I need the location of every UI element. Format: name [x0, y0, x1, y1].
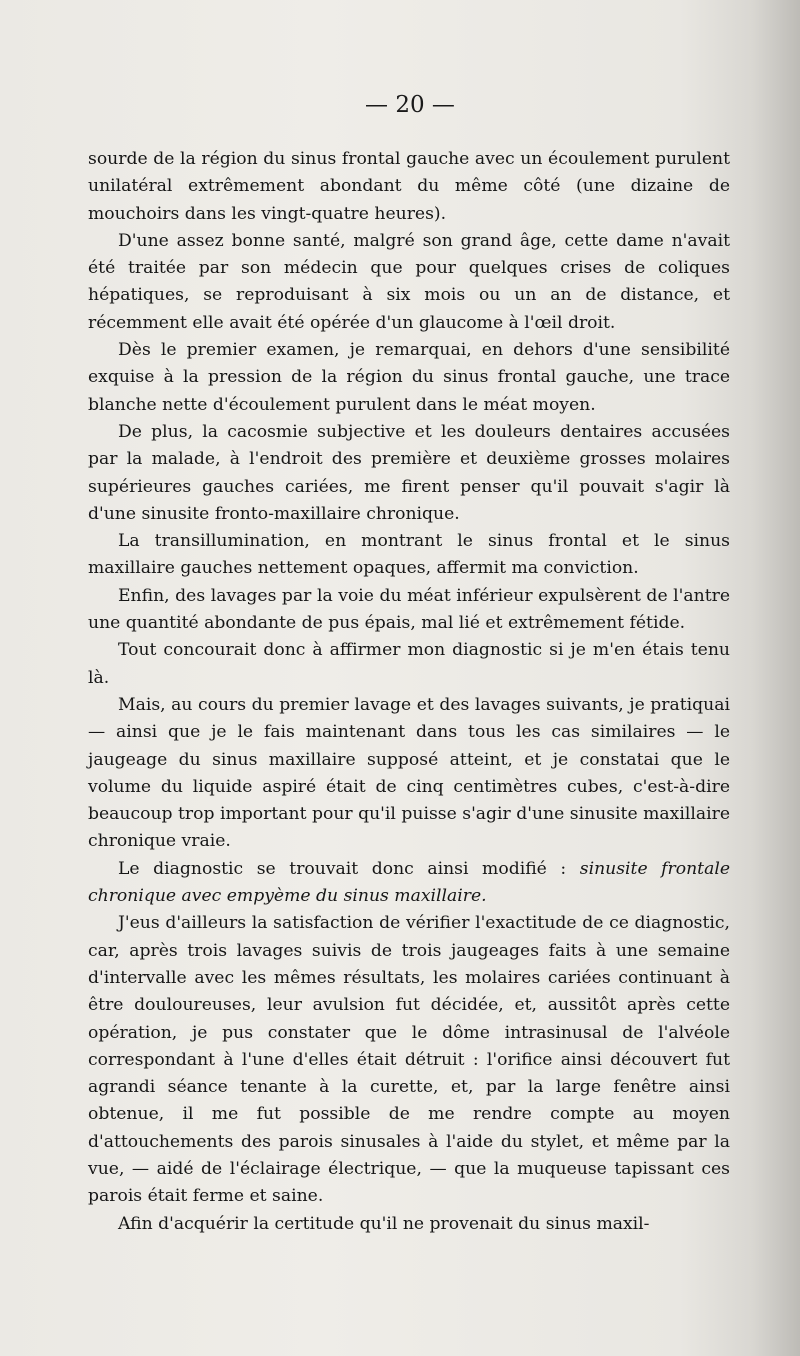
diagnosis-intro: Le diagnostic se trouvait donc ainsi modifié :: [118, 858, 580, 879]
page-number: — 20 —: [365, 92, 455, 118]
diagnosis-italic: sinusite frontale chronique avec empyème du sinus maxillaire.: [88, 858, 730, 907]
paragraph-diagnosis: [88, 856, 730, 911]
body-text: [88, 146, 730, 1238]
paragraph: Enfin, des lavages par la voie du méat inférieur expulsèrent de l'antre une quantité abondante de pus épais, mal lié et extrêmement fétide.: [88, 585, 730, 634]
paragraph: De plus, la cacosmie subjective et les douleurs dentaires accusées par la malade, à l'endroit des première et deuxième grosses molaires supérieures gauches cariées, me firent penser qu'il pouvait s'agir là d'une sinusite fronto-maxillaire chronique.: [88, 421, 730, 524]
paragraph: J'eus d'ailleurs la satisfaction de vérifier l'exactitude de ce diagnostic, car, après trois lavages suivis de trois jaugeages faits à une semaine d'intervalle avec les mêmes résultats, les molaires cariées continuant à être douloureuses, leur avulsion fut décidée, et, aussitôt après cette opération, je pus constater que le dôme intrasinusal de l'alvéole correspondant à l'une d'elles était détruit : l'orifice ainsi découvert fut agrandi séance tenante à la curette, et, par la large fenêtre ainsi obtenue, il me fut possible de me rendre compte au moyen d'attouchements des parois sinusales à l'aide du stylet, et même par la vue, — aidé de l'éclairage électrique, — que la muqueuse tapissant ces parois était ferme et saine.: [88, 913, 730, 1207]
paragraph: D'une assez bonne santé, malgré son grand âge, cette dame n'avait été traitée par son médecin que pour quelques crises de coliques hépatiques, se reproduisant à six mois ou un an de distance, et récemment elle avait été opérée d'un glaucome à l'œil droit.: [88, 230, 730, 333]
paragraph: La transillumination, en montrant le sinus frontal et le sinus maxillaire gauches nettement opaques, affermit ma conviction.: [88, 531, 730, 579]
paragraph: Dès le premier examen, je remarquai, en dehors d'une sensibilité exquise à la pression de la région du sinus frontal gauche, une trace blanche nette d'écoulement purulent dans le méat moyen.: [88, 340, 730, 415]
paragraph: Tout concourait donc à affirmer mon diagnostic si je m'en étais tenu là.: [88, 640, 730, 688]
paragraph: sourde de la région du sinus frontal gauche avec un écoulement purulent unilatéral extrêmement abondant du même côté (une dizaine de mouchoirs dans les vingt-quatre heures).: [88, 149, 730, 224]
paragraph: Mais, au cours du premier lavage et des lavages suivants, je pratiquai — ainsi que je le fais maintenant dans tous les cas similaires — le jaugeage du sinus maxillaire supposé atteint, et je constatai que le volume du liquide aspiré était de cinq centimètres cubes, c'est-à-dire beaucoup trop important pour qu'il puisse s'agir d'une sinusite maxillaire chronique vraie.: [88, 694, 730, 852]
paragraph: Afin d'acquérir la certitude qu'il ne provenait du sinus maxil-: [118, 1213, 650, 1234]
